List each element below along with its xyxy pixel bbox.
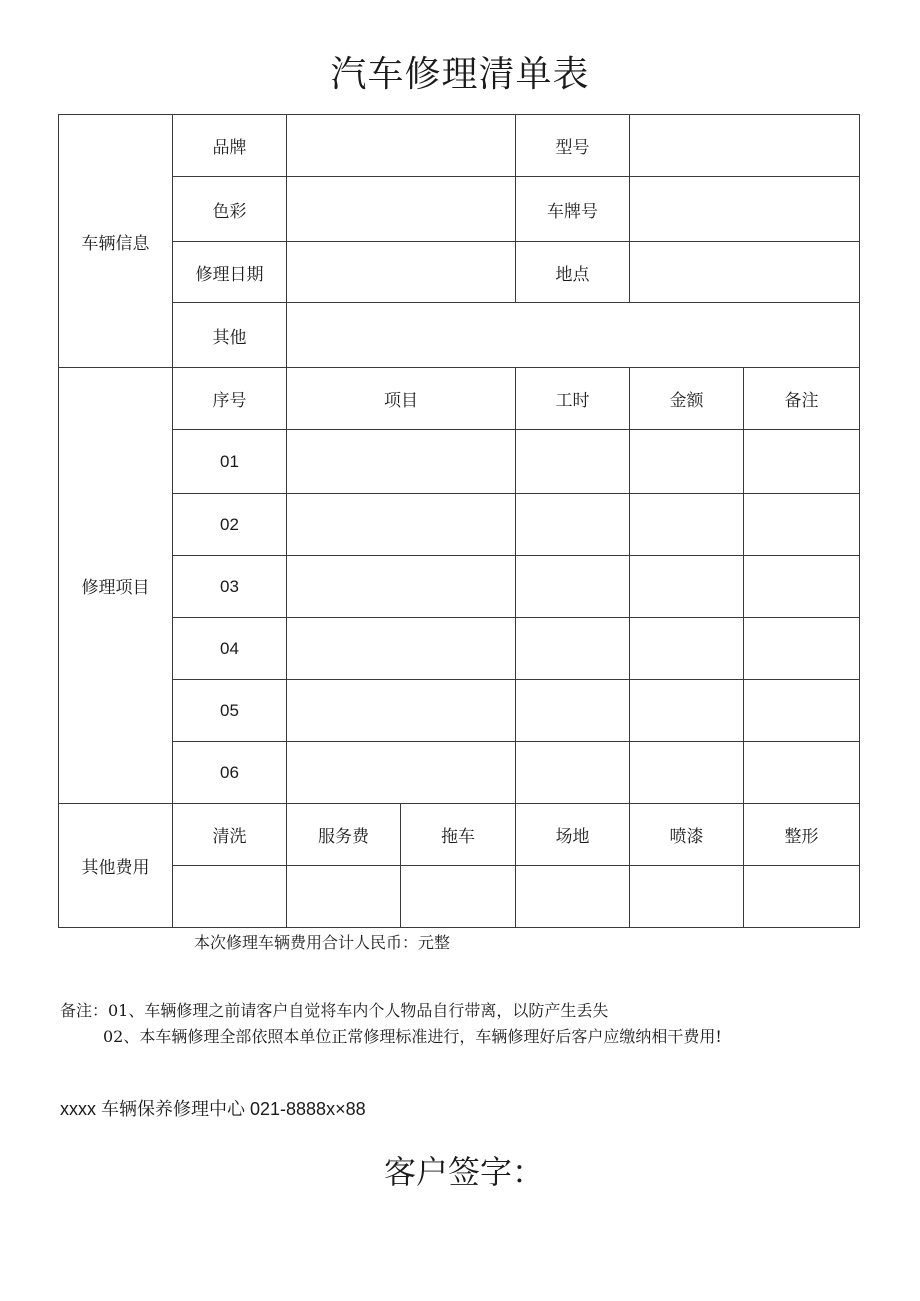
hours-cell[interactable] <box>516 556 630 618</box>
repair-items-label: 修理项目 <box>59 368 173 804</box>
row-number: 06 <box>173 742 287 804</box>
location-field[interactable] <box>630 242 860 303</box>
row-number: 02 <box>173 494 287 556</box>
remark-cell[interactable] <box>744 742 860 804</box>
fee-label-service: 服务费 <box>287 804 401 866</box>
fee-label-site: 场地 <box>516 804 630 866</box>
note-line-2: 02、本车辆修理全部依照本单位正常修理标准进行，车辆修理好后客户应缴纳相干费用! <box>103 1027 722 1046</box>
item-cell[interactable] <box>287 494 516 556</box>
hours-cell[interactable] <box>516 430 630 494</box>
item-cell[interactable] <box>287 742 516 804</box>
amount-cell[interactable] <box>630 742 744 804</box>
other-fees-label: 其他费用 <box>59 804 173 928</box>
amount-cell[interactable] <box>630 430 744 494</box>
color-label: 色彩 <box>173 177 287 242</box>
header-seq: 序号 <box>173 368 287 430</box>
hours-cell[interactable] <box>516 618 630 680</box>
vehicle-info-label: 车辆信息 <box>59 115 173 368</box>
row-number: 01 <box>173 430 287 494</box>
hours-cell[interactable] <box>516 680 630 742</box>
header-remark: 备注 <box>744 368 860 430</box>
repair-date-field[interactable] <box>287 242 516 303</box>
color-field[interactable] <box>287 177 516 242</box>
remark-cell[interactable] <box>744 430 860 494</box>
remark-cell[interactable] <box>744 494 860 556</box>
location-label: 地点 <box>516 242 630 303</box>
row-number: 05 <box>173 680 287 742</box>
amount-cell[interactable] <box>630 618 744 680</box>
page-title: 汽车修理清单表 <box>330 54 590 95</box>
item-cell[interactable] <box>287 556 516 618</box>
fee-field-shaping[interactable] <box>744 866 860 928</box>
remark-cell[interactable] <box>744 618 860 680</box>
total-amount-line: 本次修理车辆费用合计人民币：元整 <box>194 933 451 952</box>
brand-label: 品牌 <box>173 115 287 177</box>
header-amount: 金额 <box>630 368 744 430</box>
model-field[interactable] <box>630 115 860 177</box>
fee-field-paint[interactable] <box>630 866 744 928</box>
fee-label-wash: 清洗 <box>173 804 287 866</box>
model-label: 型号 <box>516 115 630 177</box>
other-label: 其他 <box>173 303 287 368</box>
fee-field-service[interactable] <box>287 866 401 928</box>
row-number: 04 <box>173 618 287 680</box>
fee-label-towing: 拖车 <box>401 804 516 866</box>
fee-field-wash[interactable] <box>173 866 287 928</box>
plate-label: 车牌号 <box>516 177 630 242</box>
fee-label-shaping: 整形 <box>744 804 860 866</box>
repair-form-table <box>58 114 860 928</box>
customer-signature-label: 客户签字： <box>384 1153 545 1191</box>
plate-field[interactable] <box>630 177 860 242</box>
note-line-1: 备注：01、车辆修理之前请客户自觉将车内个人物品自行带离，以防产生丢失 <box>60 1001 609 1020</box>
repair-date-label: 修理日期 <box>173 242 287 303</box>
other-field[interactable] <box>287 303 860 368</box>
item-cell[interactable] <box>287 430 516 494</box>
header-item: 项目 <box>287 368 516 430</box>
brand-field[interactable] <box>287 115 516 177</box>
fee-field-site[interactable] <box>516 866 630 928</box>
row-number: 03 <box>173 556 287 618</box>
amount-cell[interactable] <box>630 556 744 618</box>
hours-cell[interactable] <box>516 494 630 556</box>
item-cell[interactable] <box>287 618 516 680</box>
remark-cell[interactable] <box>744 556 860 618</box>
fee-field-towing[interactable] <box>401 866 516 928</box>
service-center-info: xxxx 车辆保养修理中心 021-8888x×88 <box>60 1099 366 1119</box>
item-cell[interactable] <box>287 680 516 742</box>
hours-cell[interactable] <box>516 742 630 804</box>
amount-cell[interactable] <box>630 494 744 556</box>
remark-cell[interactable] <box>744 680 860 742</box>
header-hours: 工时 <box>516 368 630 430</box>
fee-label-paint: 喷漆 <box>630 804 744 866</box>
amount-cell[interactable] <box>630 680 744 742</box>
